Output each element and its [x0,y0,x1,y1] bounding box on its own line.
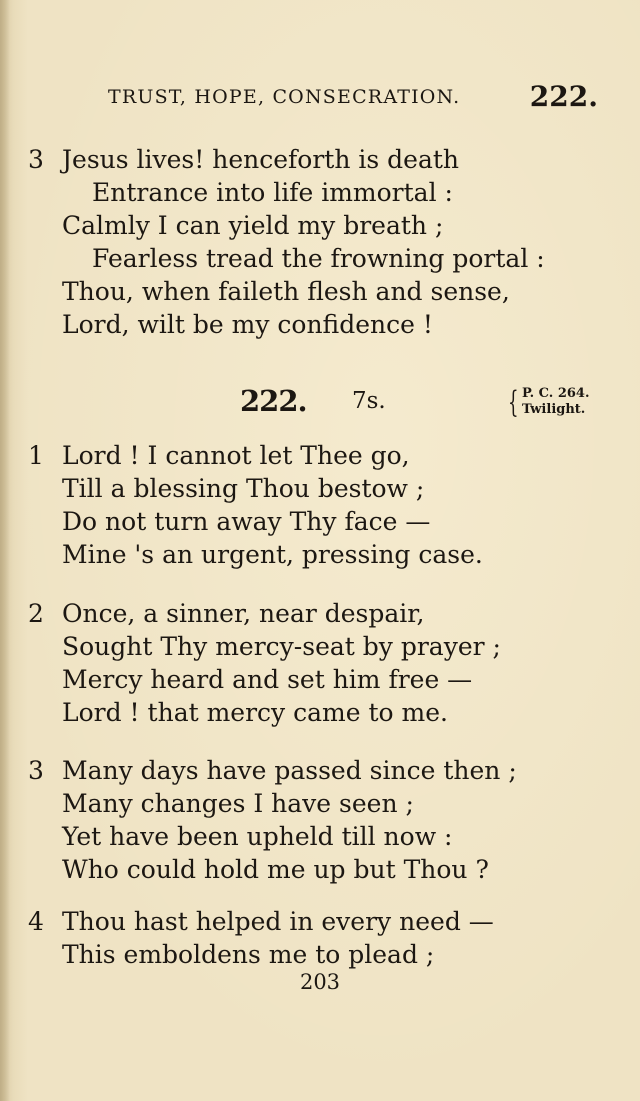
verse-line: Lord, wilt be my confidence ! [62,310,433,339]
hymn-number: 222. [240,384,307,418]
verse-line: Mercy heard and set him free — [62,665,473,694]
stanza-number: 3 [28,145,44,174]
header-page-number: 222. [529,80,598,113]
verse-line: Calmly I can yield my breath ; [62,211,444,240]
stanza-number: 4 [28,907,44,936]
page-spine-shadow [0,0,10,1101]
verse-line: This emboldens me to plead ; [62,940,435,969]
verse-line: Once, a sinner, near despair, [62,599,425,628]
running-title: TRUST, HOPE, CONSECRATION. [108,86,461,108]
footer-page-number: 203 [299,970,341,994]
verse-line: Fearless tread the frowning portal : [92,244,545,273]
verse-line: Many changes I have seen ; [62,789,414,818]
verse-line: Jesus lives! henceforth is death [62,145,460,174]
verse-line: Sought Thy mercy-seat by prayer ; [62,632,501,661]
tune-name: Twilight. [522,402,586,417]
verse-line: Thou hast helped in every need — [62,907,494,936]
verse-line: Lord ! I cannot let Thee go, [62,441,410,470]
verse-line: Do not turn away Thy face — [62,507,431,536]
verse-line: Who could hold me up but Thou ? [62,855,489,884]
verse-line: Thou, when faileth flesh and sense, [62,277,510,306]
stanza-number: 3 [28,756,44,785]
verse-line: Yet have been upheld till now : [62,822,453,851]
verse-line: Many days have passed since then ; [62,756,517,785]
verse-line: Mine 's an urgent, pressing case. [62,540,483,569]
hymn-heading [240,384,610,428]
running-header [108,80,608,114]
verse-line: Entrance into life immortal : [92,178,453,207]
brace-icon: { [508,385,519,420]
verse-line: Lord ! that mercy came to me. [62,698,448,727]
verse-line: Till a blessing Thou bestow ; [62,474,425,503]
tune-references [522,386,590,418]
hymn-meter: 7s. [352,388,386,414]
stanza-number: 1 [28,441,44,470]
tune-reference: P. C. 264. [522,386,590,401]
stanza-number: 2 [28,599,44,628]
